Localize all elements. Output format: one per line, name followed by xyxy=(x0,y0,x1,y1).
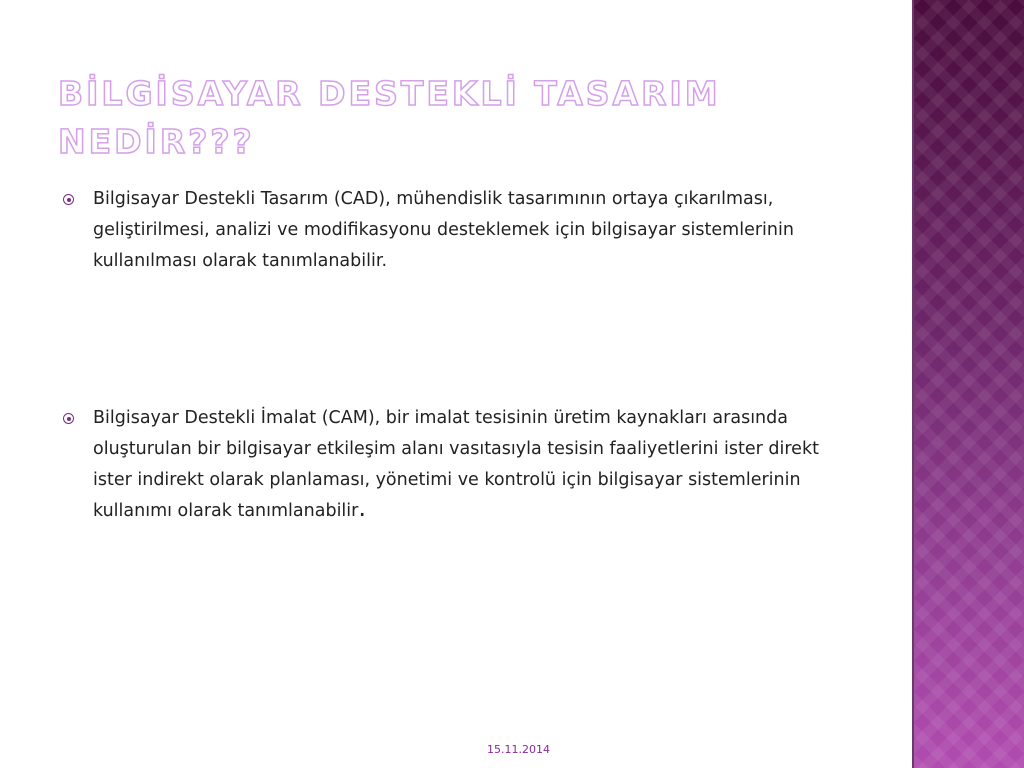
circle-bullet-icon xyxy=(63,194,74,205)
footer-date: 15.11.2014 xyxy=(487,743,550,756)
decorative-side-band xyxy=(912,0,1024,768)
bullet-end-mark: . xyxy=(358,494,366,522)
bullet-item-cad xyxy=(62,184,852,277)
slide-title: BİLGİSAYAR DESTEKLİ TASARIM NEDİR??? xyxy=(58,74,721,161)
circle-bullet-icon xyxy=(63,413,74,424)
bullet-item-cam xyxy=(62,403,852,527)
slide-content xyxy=(62,184,852,527)
bullet-text: Bilgisayar Destekli İmalat (CAM), bir imalat tesisinin üretim kaynakları arasında oluşturulan bir bilgisayar etkileşim alanı vasıtasıyla tesisin faaliyetlerini ister direkt ister indirekt olarak planlaması, yönetimi ve kontrolü için bilgisayar sistemlerinin kullanımı olarak tanımlanabilir xyxy=(93,408,819,521)
bullet-text: Bilgisayar Destekli Tasarım (CAD), mühendislik tasarımının ortaya çıkarılması, geliştirilmesi, analizi ve modifikasyonu desteklemek için bilgisayar sistemlerinin kullanılması olarak tanımlanabilir. xyxy=(93,189,794,271)
